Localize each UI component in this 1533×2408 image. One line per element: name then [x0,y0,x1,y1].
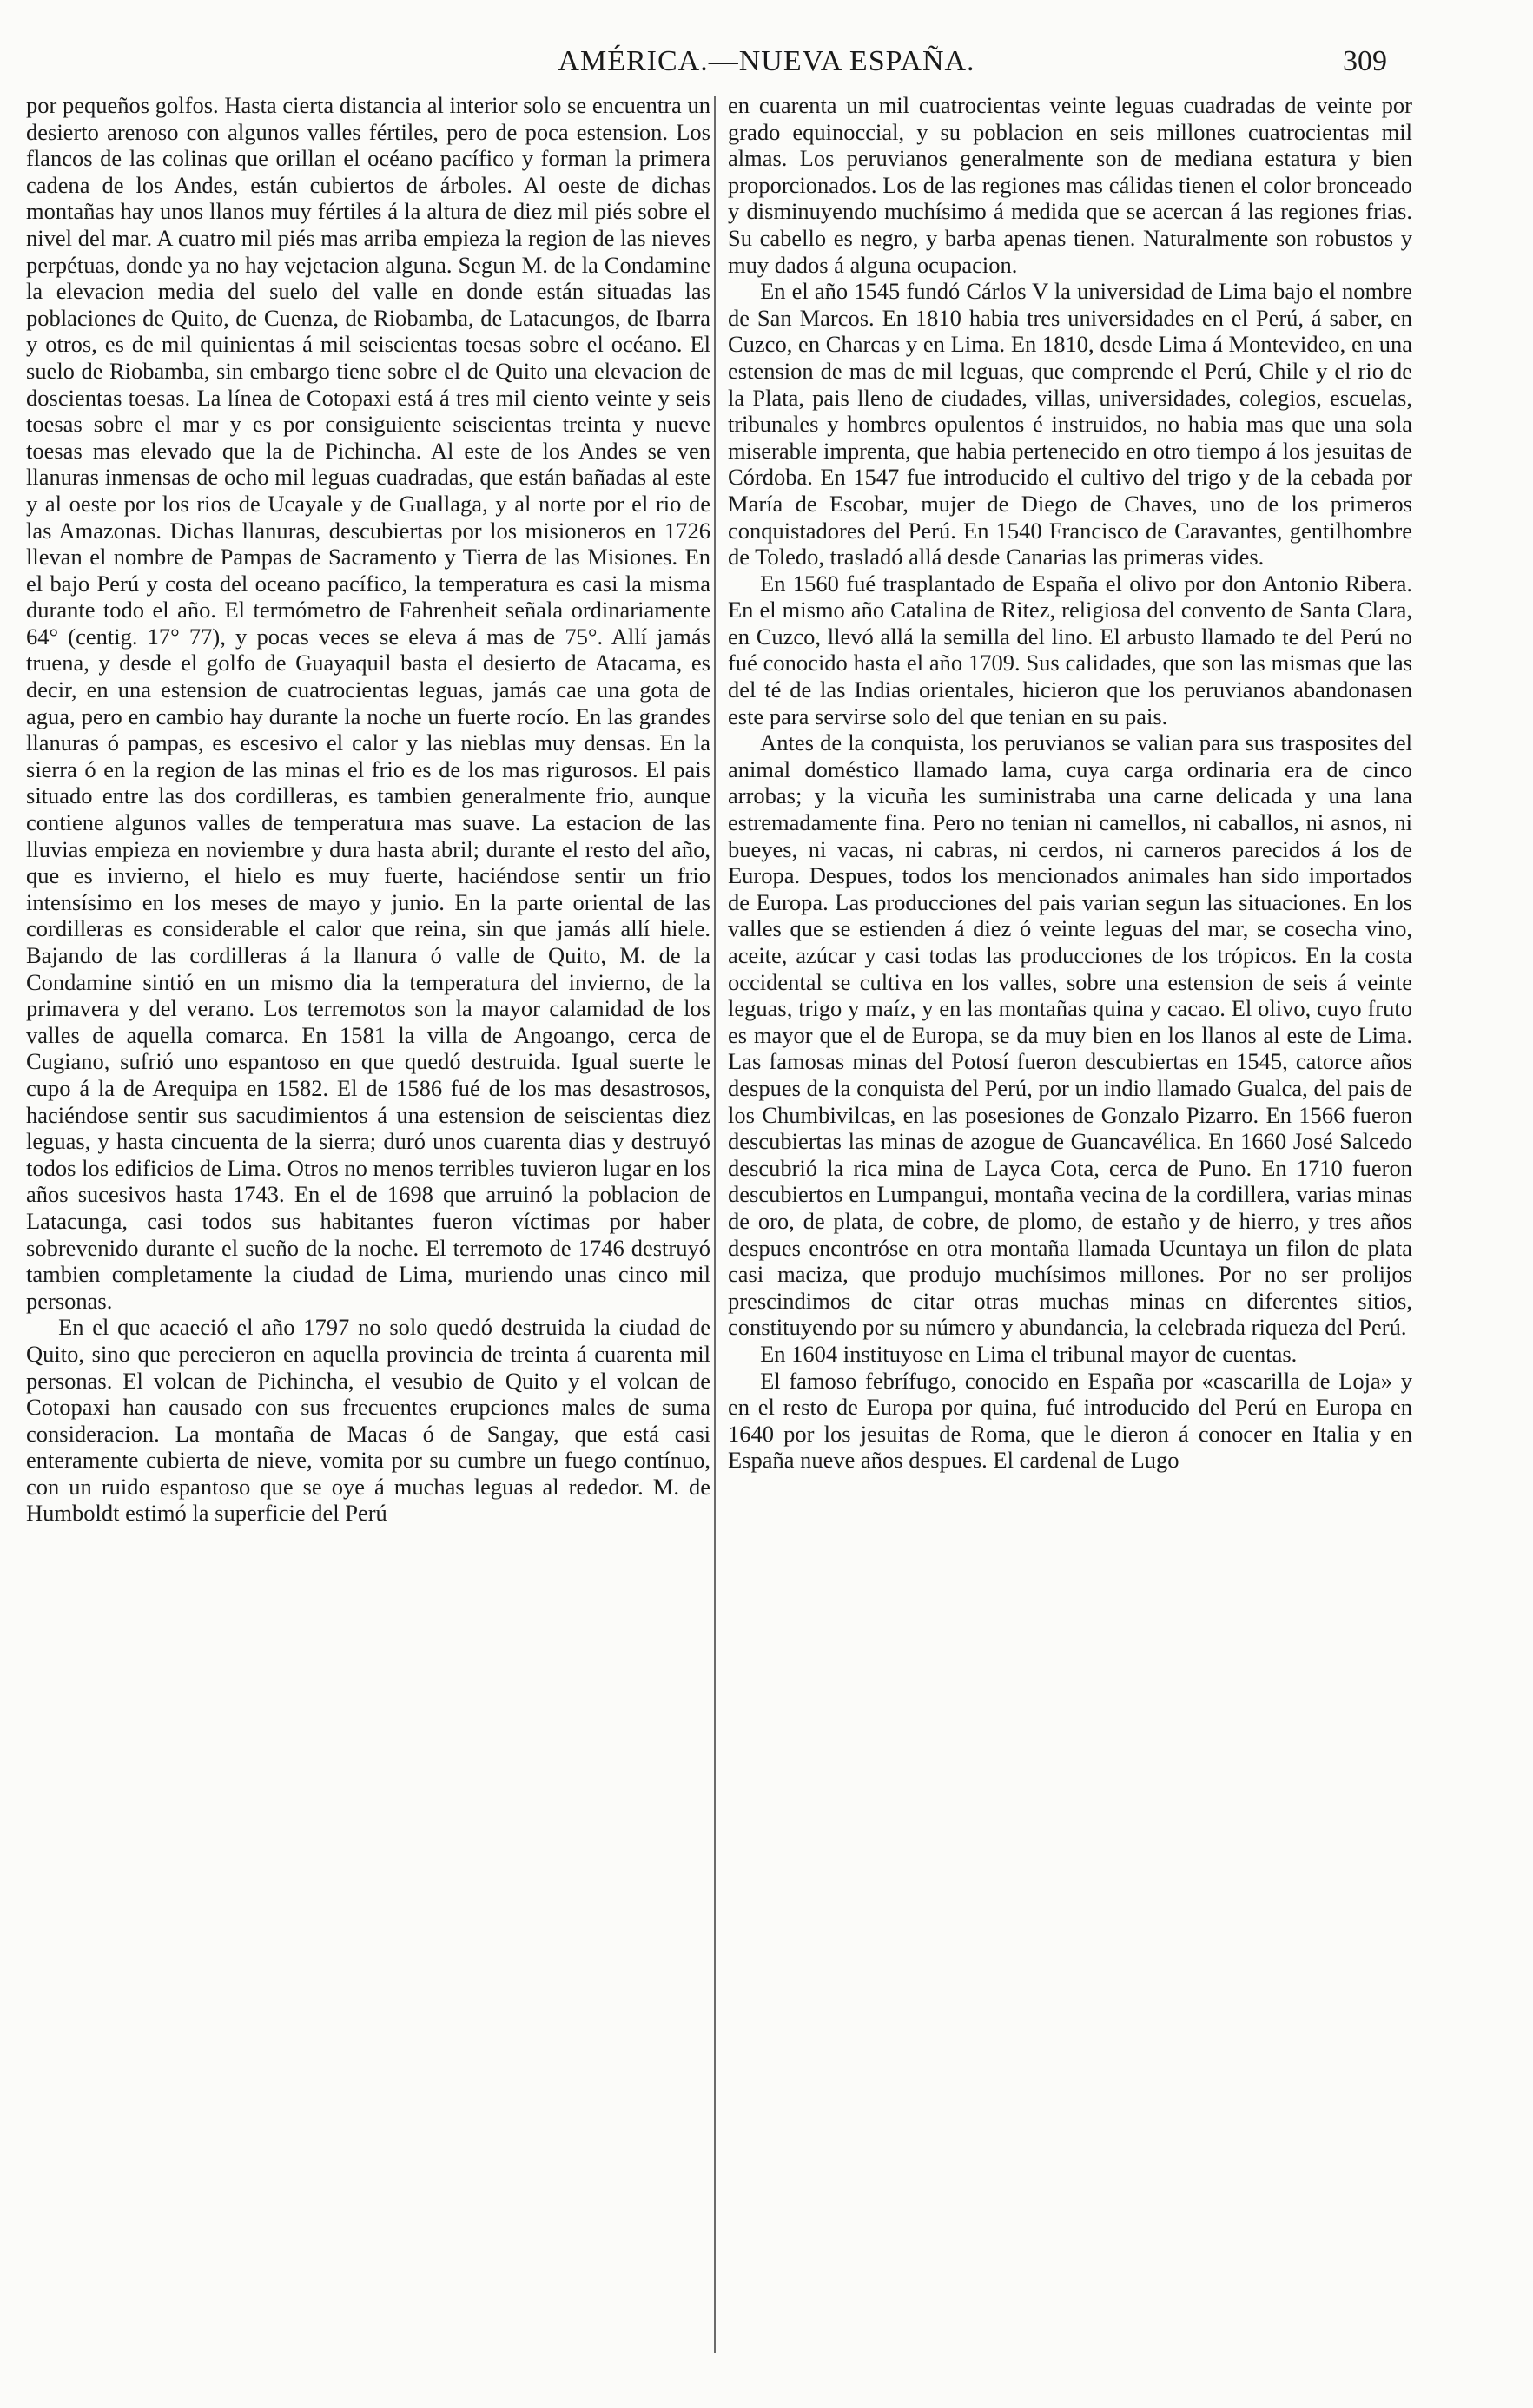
running-title: AMÉRICA.—NUEVA ESPAÑA. [558,45,975,77]
left-column [26,92,710,1527]
paragraph: En el que acaeció el año 1797 no solo quedó destruida la ciudad de Quito, sino que perecieron en aquella provincia de treinta á cuarenta mil personas. El volcan de Pichincha, el vesubio de Quito y el volcan de Cotopaxi han causado con sus frecuentes erupciones males de suma consideracion. La montaña de Macas ó de Sangay, que está casi enteramente cubierta de nieve, vomita por su cumbre un fuego contínuo, con un ruido espantoso que se oye á muchas leguas al rededor. M. de Humboldt estimó la superficie del Perú [26,1314,710,1527]
page-number: 309 [1343,45,1387,77]
paragraph: en cuarenta un mil cuatrocientas veinte leguas cuadradas de veinte por grado equinoccial, y su poblacion en seis millones cuatrocientas mil almas. Los peruvianos generalmente son de mediana estatura y bien proporcionados. Los de las regiones mas cálidas tienen el color bronceado y disminuyendo muchísimo á medida que se acercan á las regiones frias. Su cabello es negro, y barba apenas tienen. Naturalmente son robustos y muy dados á alguna ocupacion. [728,92,1412,278]
right-column [728,92,1412,1474]
paragraph: En 1604 instituyose en Lima el tribunal mayor de cuentas. [760,1340,1298,1367]
paragraph: En el año 1545 fundó Cárlos V la universidad de Lima bajo el nombre de San Marcos. En 1810 habia tres universidades en el Perú, á saber, en Cuzco, en Charcas y en Lima. En 1810, desde Lima á Montevideo, en una estension de mas de mil leguas, que comprende el Perú, Chile y el rio de la Plata, pais lleno de ciudades, villas, universidades, colegios, escuelas, tribunales y hombres opulentos é instruidos, no habia mas que una sola miserable imprenta, que habia pertenecido en otro tiempo á los jesuitas de Córdoba. En 1547 fue introducido el cultivo del trigo y de la cebada por María de Escobar, mujer de Diego de Chaves, uno de los primeros conquistadores del Perú. En 1540 Francisco de Caravantes, gentilhombre de Toledo, trasladó allá desde Canarias las primeras vides. [728,278,1412,571]
paragraph: por pequeños golfos. Hasta cierta distancia al interior solo se encuentra un desierto arenoso con algunos valles fértiles, pero de poca estension. Los flancos de las colinas que orillan el océano pacífico y forman la primera cadena de los Andes, están cubiertos de árboles. Al oeste de dichas montañas hay unos llanos muy fértiles á la altura de diez mil piés sobre el nivel del mar. A cuatro mil piés mas arriba empieza la region de las nieves perpétuas, donde ya no hay vejetacion alguna. Segun M. de la Condamine la elevacion media del suelo del valle en donde están situadas las poblaciones de Quito, de Cuenza, de Riobamba, de Latacungos, de Ibarra y otros, es de mil quinientas á mil seiscientas toesas sobre el océano. El suelo de Riobamba, sin embargo tiene sobre el de Quito una elevacion de doscientas toesas. La línea de Cotopaxi está á tres mil ciento veinte y seis toesas sobre el mar y es por consiguiente seiscientas treinta y nueve toesas mas elevado que la de Pichincha. Al este de los Andes se ven llanuras inmensas de ocho mil leguas cuadradas, que están bañadas al este y al oeste por los rios de Ucayale y de Guallaga, y al norte por el rio de las Amazonas. Dichas llanuras, descubiertas por los misioneros en 1726 llevan el nombre de Pampas de Sacramento y Tierra de las Misiones. En el bajo Perú y costa del oceano pacífico, la temperatura es casi la misma durante todo el año. El termómetro de Fahrenheit señala ordinariamente 64° (centig. 17° 77), y pocas veces se eleva á mas de 75°. Allí jamás truena, y desde el golfo de Guayaquil basta el desierto de Atacama, es decir, en una estension de cuatrocientas leguas, jamás cae una gota de agua, pero en cambio hay durante la noche un fuerte rocío. En las grandes llanuras ó pampas, es escesivo el calor y las nieblas muy densas. En la sierra ó en la region de las minas el frio es de los mas rigurosos. El pais situado entre las dos cordilleras, es tambien generalmente frio, aunque contiene algunos valles de temperatura mas suave. La estacion de las lluvias empieza en noviembre y dura hasta abril; durante el resto del año, que es invierno, el hielo es muy fuerte, haciéndose sentir un frio intensísimo en los meses de mayo y junio. En la parte oriental de las cordilleras es considerable el calor que reina, sin que jamás allí hiele. Bajando de las cordilleras á la llanura ó valle de Quito, M. de la Condamine sintió en un mismo dia la temperatura del invierno, de la primavera y del verano. Los terremotos son la mayor calamidad de los valles de aquella comarca. En 1581 la villa de Angoango, cerca de Cugiano, sufrió uno espantoso en que quedó destruida. Igual suerte le cupo á la de Arequipa en 1582. El de 1586 fué de los mas desastrosos, haciéndose sentir sus sacudimientos á una estension de seiscientas diez leguas, y hasta cincuenta de la sierra; duró unos cuarenta dias y destruyó todos los edificios de Lima. Otros no menos terribles tuvieron lugar en los años sucesivos hasta 1743. En el de 1698 que arruinó la poblacion de Latacunga, casi todos sus habitantes fueron víctimas por haber sobrevenido durante el sueño de la noche. El terremoto de 1746 destruyó tambien completamente la ciudad de Lima, muriendo unas cinco mil personas. [26,92,710,1314]
running-head [0,42,1533,85]
paragraph: En 1560 fué trasplantado de España el olivo por don Antonio Ribera. En el mismo año Catalina de Ritez, religiosa del convento de Santa Clara, en Cuzco, llevó allá la semilla del lino. El arbusto llamado te del Perú no fué conocido hasta el año 1709. Sus calidades, que son las mismas que las del té de las Indias orientales, hicieron que los peruvianos abandonasen este para servirse solo del que tenian en su pais. [728,570,1412,729]
paragraph: Antes de la conquista, los peruvianos se valian para sus trasposites del animal doméstico llamado lama, cuya carga ordinaria era de cinco arrobas; y la vicuña les suministraba una carne delicada y una lana estremadamente fina. Pero no tenian ni camellos, ni caballos, ni asnos, ni bueyes, ni vacas, ni cabras, ni cerdos, ni carneros parecidos á los de Europa. Despues, todos los mencionados animales han sido importados de Europa. Las producciones del pais varian segun las situaciones. En los valles que se estienden á diez ó veinte leguas del mar, se cosecha vino, aceite, azúcar y casi todas las producciones de los trópicos. En la costa occidental se cultiva en los valles, sobre una estension de seis á veinte leguas, trigo y maíz, y en las montañas quina y cacao. El olivo, cuyo fruto es mayor que el de Europa, se da muy bien en los llanos al este de Lima. Las famosas minas del Potosí fueron descubiertas en 1545, catorce años despues de la conquista del Perú, por un indio llamado Gualca, del pais de los Chumbivilcas, en las posesiones de Gonzalo Pizarro. En 1566 fueron descubiertas las minas de azogue de Guancavélica. En 1660 José Salcedo descubrió la rica mina de Layca Cota, cerca de Puno. En 1710 fueron descubiertos en Lumpangui, montaña vecina de la cordillera, varias minas de oro, de plata, de cobre, de plomo, de estaño y de hierro, y tres años despues encontróse en otra montaña llamada Ucuntaya un filon de plata casi maciza, que produjo muchísimos millones. Por no ser prolijos prescindimos de citar otras muchas minas en diferentes sitios, constituyendo por su número y abundancia, la celebrada riqueza del Perú. [728,729,1412,1341]
paragraph: El famoso febrífugo, conocido en España por «cascarilla de Loja» y en el resto de Europa por quina, fué introducido del Perú en Europa en 1640 por los jesuitas de Roma, que le dieron á conocer en Italia y en España nueve años despues. El cardenal de Lugo [728,1367,1412,1474]
column-divider [714,96,716,2353]
